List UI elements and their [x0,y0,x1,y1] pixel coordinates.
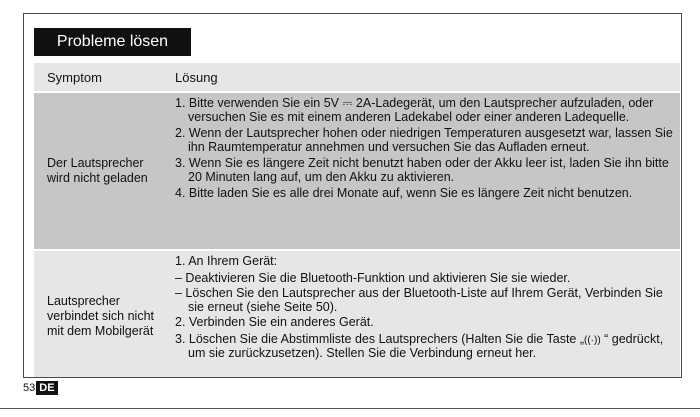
solution-item [175,333,674,361]
solution-item: 2. Wenn der Lautsprecher hohen oder niedrigen Temperaturen ausgesetzt war, lassen Sie ihn Raumtemperatur annehmen und versuchen Sie das Aufladen erneut. [175,126,673,154]
symptom-text: Der Lautsprecher wird nicht geladen [47,156,148,185]
table-row [34,93,680,251]
solution-text: 3. Löschen Sie die Abstimmliste des Lautsprechers (Halten Sie die Taste „ [175,331,585,346]
solution-header: Lösung [175,69,218,85]
symptom-text: Lautsprecher verbindet sich nicht mit dem Mobilgerät [47,293,155,338]
page-footer [23,381,58,395]
symptom-cell [34,251,162,378]
solution-item: 1. An Ihrem Gerät: [175,254,278,268]
solution-subitem: – Deaktivieren Sie die Bluetooth-Funktion und aktivieren Sie sie wieder. [175,270,571,285]
content-frame [23,13,682,378]
solution-cell [162,251,680,378]
page-number: 53 [23,382,36,394]
symptom-cell [34,93,162,249]
solution-item: 1. Bitte verwenden Sie ein 5V ⎓ 2A-Ladegerät, um den Lautsprecher aufzuladen, oder versuchen Sie es mit einem anderen Ladekabel oder einer anderen Ladequelle. [175,96,654,124]
symptom-header: Symptom [47,69,102,85]
solution-item: 2. Verbinden Sie ein anderes Gerät. [175,315,374,329]
solution-cell [162,93,680,249]
troubleshooting-table [34,63,680,378]
solution-item: 4. Bitte laden Sie es alle drei Monate auf, wenn Sie es längere Zeit nicht benutzen. [175,186,633,200]
section-title: Probleme lösen [34,28,191,56]
solution-text: “ gedrückt, um sie zurückzusetzen). Stellen Sie die Verbindung erneut her. [188,331,664,360]
table-header [34,63,680,93]
table-row [34,251,680,378]
solution-subitem: – Löschen Sie den Lautsprecher aus der Bluetooth-Liste auf Ihrem Gerät, Verbinden Sie sie erneut (siehe Seite 50). [175,286,663,314]
solution-item: 3. Wenn Sie es längere Zeit nicht benutzt haben oder der Akku leer ist, laden Sie ihn bitte 20 Minuten lang auf, um den Akku zu aktivieren. [175,156,669,184]
divider [0,408,700,409]
language-badge: DE [36,381,57,395]
bluetooth-button-icon: ((·)) [584,334,601,346]
